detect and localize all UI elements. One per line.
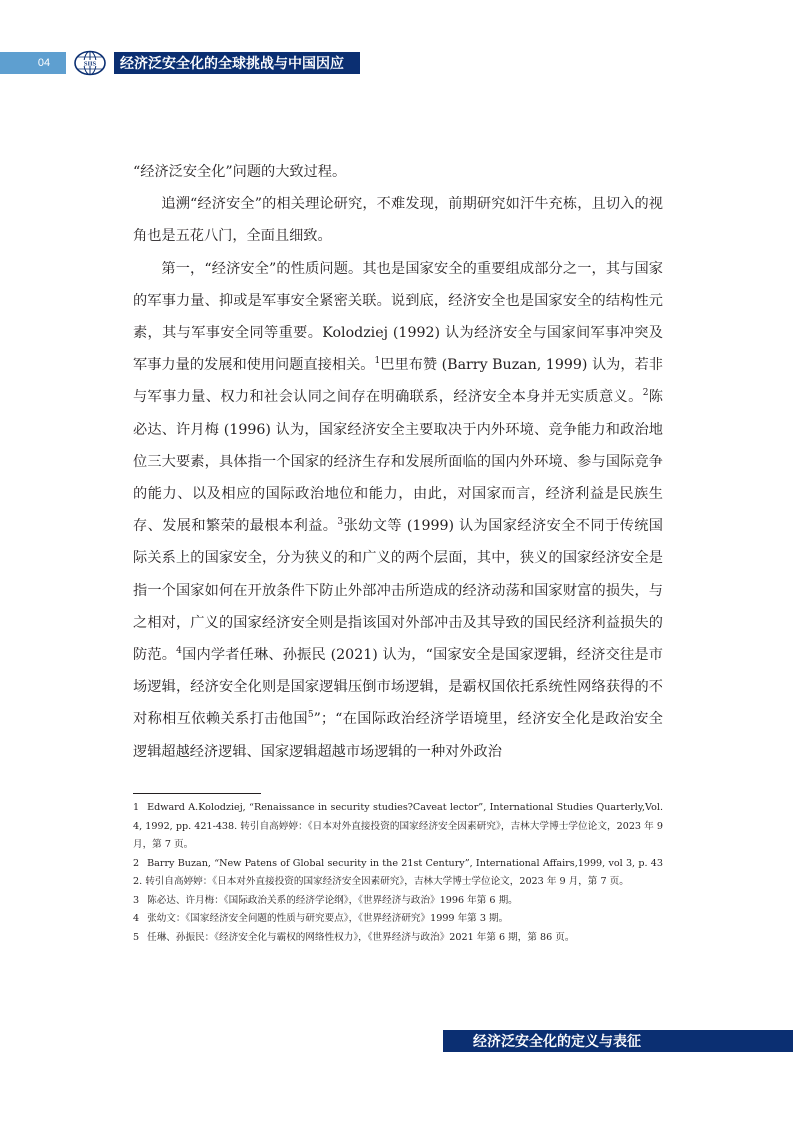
footnote-4 [133,910,663,929]
footnote-2 [133,855,663,892]
paragraph-2 [133,253,663,768]
footnote-ref-5[interactable]: 5 [307,710,314,721]
page-header [0,52,360,74]
footer-section-title: 经济泛安全化的定义与表征 [443,1030,793,1052]
footnote-1 [133,799,663,855]
siis-globe-logo-icon [74,50,106,76]
paragraph-2-text-1: 第一，“经济安全”的性质问题。其也是国家安全的重要组成部分之一，其与国家的军事力量、抑或是军事安全紧密关联。说到底，经济安全也是国家安全的结构性元素，其与军事安全同等重要。Kolodziej (1992) 认为经济安全与国家间军事冲突及军事力量的发展和使用问题直接相关。 [133,260,663,374]
footnote-text: 张幼文：《国家经济安全问题的性质与研究要点》，《世界经济研究》1999 年第 3 期。 [147,913,509,924]
paragraph-2-text-4: 张幼文等 (1999) 认为国家经济安全不同于传统国际关系上的国家安全，分为狭义的和广义的两个层面，其中，狭义的国家经济安全是指一个国家如何在开放条件下防止外部冲击所造成的经济动荡和国家财富的损失，与之相对，广义的国家经济安全则是指该国对外部冲击及其导致的国民经济利益损失的防范。 [133,518,663,664]
page-number: 04 [0,52,66,74]
svg-text:SIIS: SIIS [83,60,97,68]
paragraph-2-text-3: 陈必达、许月梅 (1996) 认为，国家经济安全主要取决于内外环境、竞争能力和政治地位三大要素，具体指一个国家的经济生存和发展所面临的国内外环境、参与国际竞争的能力、以及相应的国际政治地位和能力，由此，对国家而言，经济利益是民族生存、发展和繁荣的最根本利益。 [133,389,663,535]
header-title: 经济泛安全化的全球挑战与中国因应 [114,52,360,74]
footnote-ref-2[interactable]: 2 [642,388,649,399]
footnotes [133,799,663,947]
body-text [133,156,663,768]
paragraph-0: “经济泛安全化”问题的大致过程。 [133,164,347,180]
footnote-ref-3[interactable]: 3 [337,517,344,528]
footnote-number: 5 [133,931,140,943]
footnote-ref-4[interactable]: 4 [176,646,182,657]
paragraph-2-text-6: ”；“在国际政治经济学语境里，经济安全化是政治安全逻辑超越经济逻辑、国家逻辑超越市场逻辑的一种对外政治 [133,711,663,760]
footnote-number: 1 [133,802,140,813]
footnote-text: 任琳、孙振民：《经济安全化与霸权的网络性权力》，《世界经济与政治》2021 年第 6 期，第 86 页。 [147,931,575,943]
footnote-divider [133,793,261,794]
paragraph-2-text-5: 国内学者任琳、孙振民 (2021) 认为，“国家安全是国家逻辑，经济交往是市场逻辑，经济安全化则是国家逻辑压倒市场逻辑，是霸权国依托系统性网络获得的不对称相互依赖关系打击他国 [133,647,663,728]
footnote-text: Barry Buzan, “New Patens of Global security in the 21st Century”, International Affairs,1999, vol 3, p. 432. 转引自高婷婷：《日本对外直接投资的国家经济安全因素研究》，吉林大学博士学位论文，2023 年 9 月，第 7 页。 [133,857,663,887]
footnote-text: 陈必达、许月梅：《国际政治关系的经济学论纲》，《世界经济与政治》1996 年第 6 期。 [147,894,518,906]
footnote-number: 2 [133,857,140,869]
footnote-text: Edward A.Kolodziej, “Renaissance in security studies?Caveat lector”, International Studies Quarterly,Vol. 4, 1992, pp. 421-438. 转引自高婷婷：《日本对外直接投资的国家经济安全因素研究》，吉林大学博士学位论文，2023 年 9 月，第 7 页。 [133,802,663,850]
footnote-number: 4 [133,913,140,924]
footnote-5 [133,929,663,948]
footnote-3 [133,892,663,911]
paragraph-2-text-2: 巴里布赞 (Barry Buzan, 1999) 认为，若非与军事力量、权力和社会认同之间存在明确联系，经济安全本身并无实质意义。 [133,357,663,406]
footnote-number: 3 [133,894,140,906]
footnote-ref-1[interactable]: 1 [374,356,381,367]
paragraph-1: 追溯“经济安全”的相关理论研究，不难发现，前期研究如汗牛充栋，且切入的视角也是五花八门，全面且细致。 [133,196,663,245]
